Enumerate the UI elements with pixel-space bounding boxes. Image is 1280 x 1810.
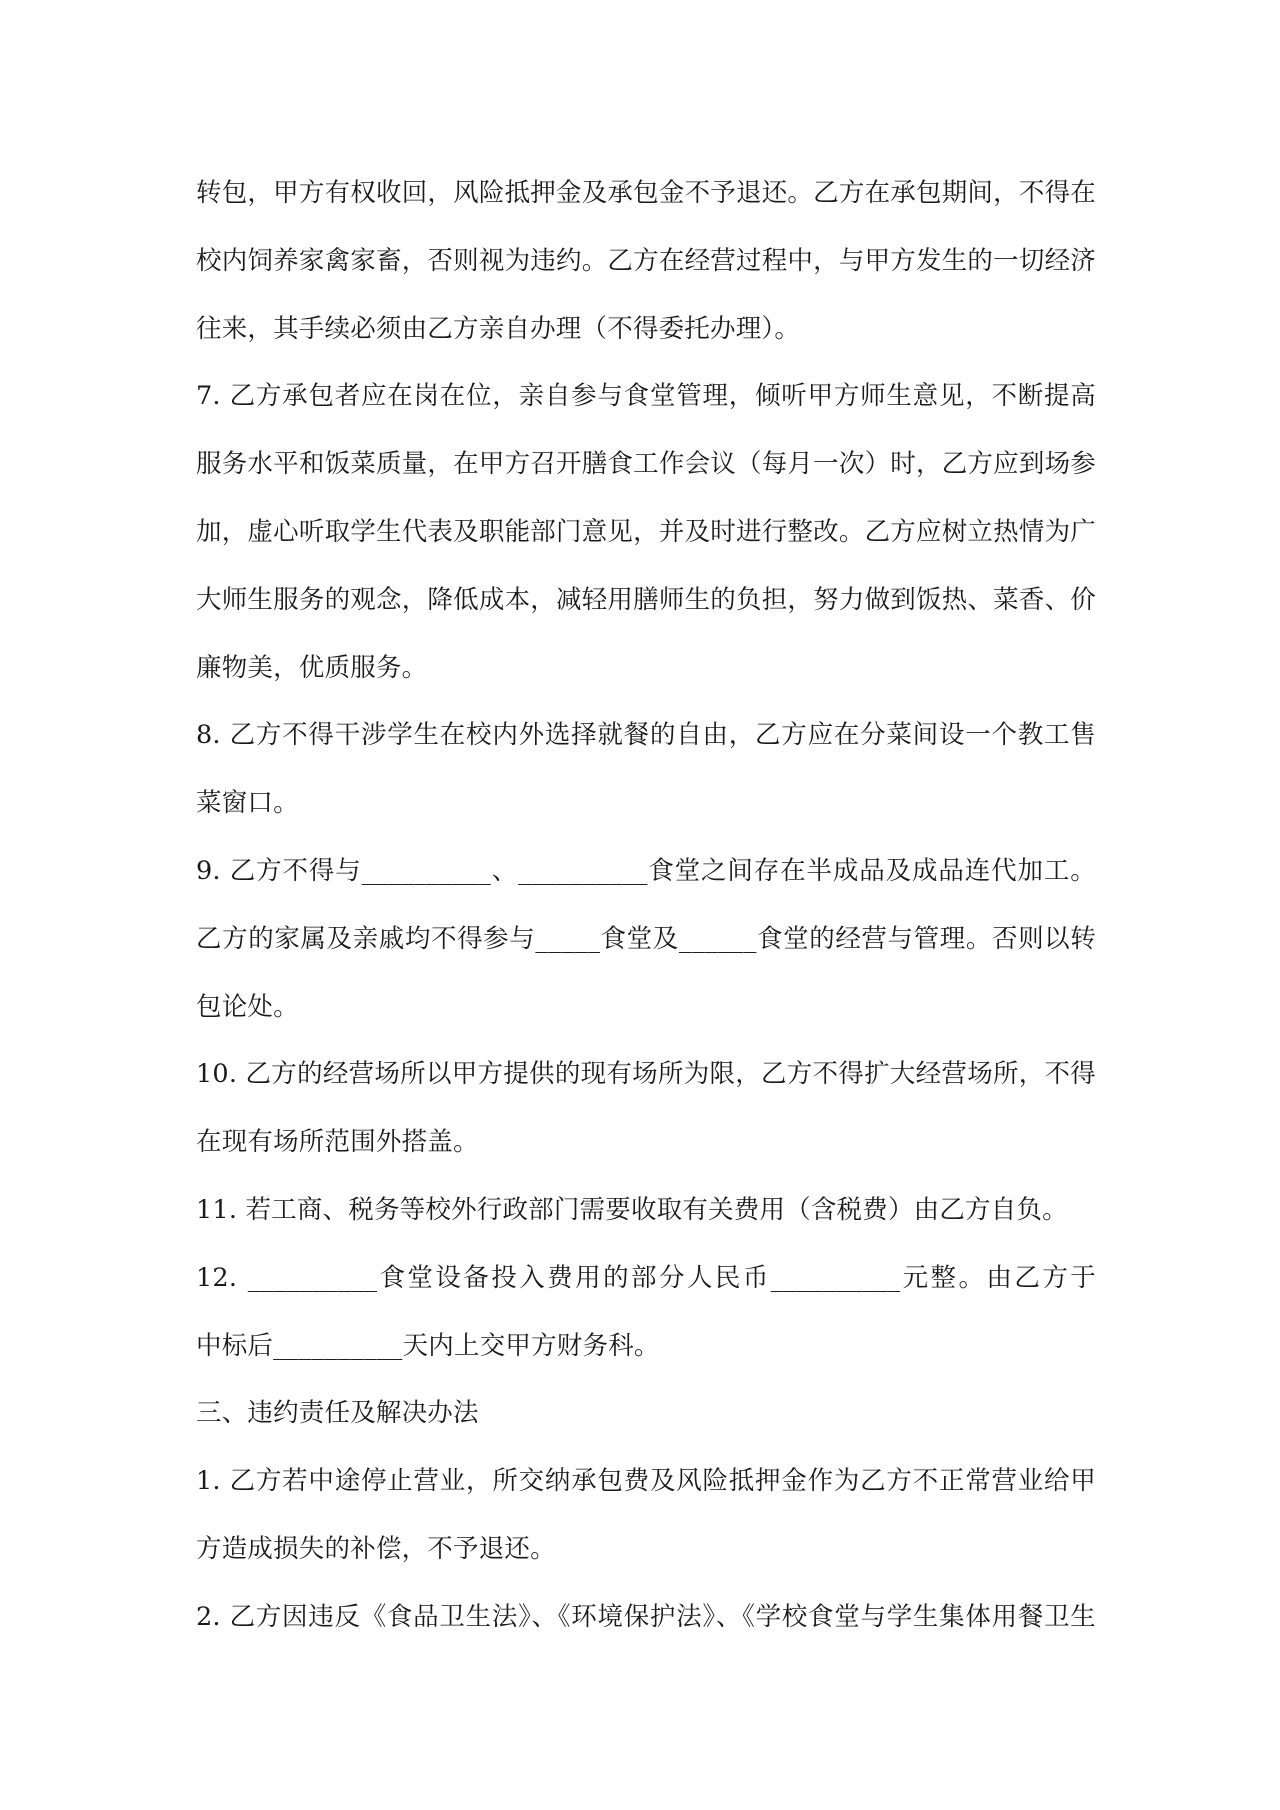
clause-12: 12. __________食堂设备投入费用的部分人民币__________元整。由乙方于: [196, 1262, 1096, 1293]
text-line: 中标后__________天内上交甲方财务科。: [196, 1330, 660, 1361]
clause-8: 8. 乙方不得干涉学生在校内外选择就餐的自由，乙方应在分菜间设一个教工售: [196, 720, 1096, 751]
text-line: 往来，其手续必须由乙方亲自办理（不得委托办理）。: [196, 313, 801, 344]
text-line: 大师生服务的观念，降低成本，减轻用膳师生的负担，努力做到饭热、菜香、价: [196, 584, 1096, 615]
text-line: 包论处。: [196, 991, 299, 1022]
text-line: 在现有场所范围外搭盖。: [196, 1127, 479, 1158]
text-line: 菜窗口。: [196, 788, 299, 819]
text-line: 服务水平和饭菜质量，在甲方召开膳食工作会议（每月一次）时，乙方应到场参: [196, 449, 1096, 480]
clause-7: 7. 乙方承包者应在岗在位，亲自参与食堂管理，倾听甲方师生意见，不断提高: [196, 381, 1096, 412]
text-line: 乙方的家属及亲戚均不得参与_____食堂及______食堂的经营与管理。否则以转: [196, 923, 1096, 954]
text-line: 加，虚心听取学生代表及职能部门意见，并及时进行整改。乙方应树立热情为广: [196, 516, 1096, 547]
section-heading: 三、违约责任及解决办法: [196, 1398, 479, 1429]
clause-11: 11. 若工商、税务等校外行政部门需要收取有关费用（含税费）由乙方自负。: [196, 1194, 1068, 1225]
clause-1: 1. 乙方若中途停止营业，所交纳承包费及风险抵押金作为乙方不正常营业给甲: [196, 1466, 1096, 1497]
clause-10: 10. 乙方的经营场所以甲方提供的现有场所为限，乙方不得扩大经营场所，不得: [196, 1059, 1096, 1090]
text-line: 方造成损失的补偿，不予退还。: [196, 1533, 556, 1564]
document-body: [196, 170, 1096, 1662]
text-line: 校内饲养家禽家畜，否则视为违约。乙方在经营过程中，与甲方发生的一切经济: [196, 245, 1096, 276]
clause-2: 2. 乙方因违反《食品卫生法》、《环境保护法》、《学校食堂与学生集体用餐卫生: [196, 1601, 1096, 1632]
text-line: 廉物美，优质服务。: [196, 652, 428, 683]
clause-9: 9. 乙方不得与__________、__________食堂之间存在半成品及成品连代加工。: [196, 855, 1096, 886]
text-line: 转包，甲方有权收回，风险抵押金及承包金不予退还。乙方在承包期间，不得在: [196, 178, 1096, 208]
